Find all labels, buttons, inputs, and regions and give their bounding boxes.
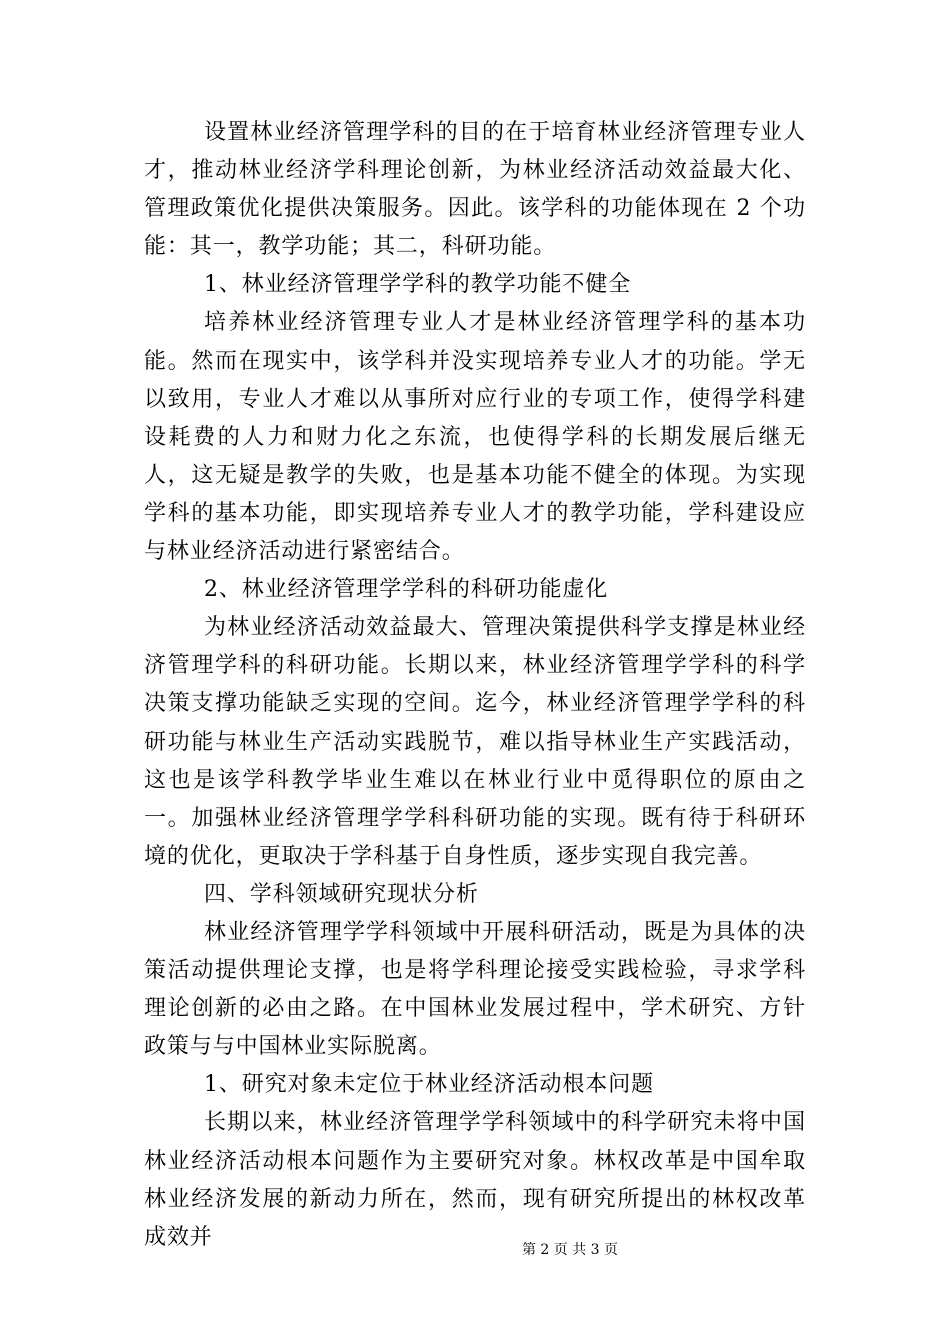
heading-research-function: 2、林业经济管理学学科的科研功能虚化: [204, 577, 609, 603]
paragraph-teaching-function: 培养林业经济管理专业人才是林业经济管理学科的基本功能。然而在现实中，该学科并没实现培养专业人才的功能。学无以致用，专业人才难以从事所对应行业的专项工作，使得学科建设耗费的人力和财力化之东流，也使得学科的长期发展后继无人，这无疑是教学的失败，也是基本功能不健全的体现。为实现学科的基本功能，即实现培养专业人才的教学功能，学科建设应与林业经济活动进行紧密结合。: [144, 310, 806, 565]
page-number: 第 2 页 共 3 页: [521, 1242, 619, 1258]
paragraph-section-four: 林业经济管理学学科领域中开展科研活动，既是为具体的决策活动提供理论支撑，也是将学科理论接受实践检验，寻求学科理论创新的必由之路。在中国林业发展过程中，学术研究、方针政策与与中国林业实际脱离。: [144, 919, 806, 1060]
heading-section-four: 四、学科领域研究现状分析: [204, 881, 479, 907]
document-body: [144, 114, 806, 1257]
heading-teaching-function: 1、林业经济管理学学科的教学功能不健全: [204, 272, 632, 298]
paragraph-research-function: 为林业经济活动效益最大、管理决策提供科学支撑是林业经济管理学科的科研功能。长期以来，林业经济管理学学科的科学决策支撑功能缺乏实现的空间。迄今，林业经济管理学学科的科研功能与林业生产活动实践脱节，难以指导林业生产实践活动，这也是该学科教学毕业生难以在林业行业中觅得职位的原由之一。加强林业经济管理学学科科研功能的实现。既有待于科研环境的优化，更取决于学科基于自身性质，逐步实现自我完善。: [144, 615, 806, 869]
paragraph-research-object: 长期以来，林业经济管理学学科领域中的科学研究未将中国林业经济活动根本问题作为主要研究对象。林权改革是中国牟取林业经济发展的新动力所在，然而，现有研究所提出的林权改革成效并: [144, 1110, 806, 1250]
page-footer: [0, 1241, 950, 1259]
heading-research-object: 1、研究对象未定位于林业经济活动根本问题: [204, 1072, 654, 1098]
paragraph-intro: 设置林业经济管理学科的目的在于培育林业经济管理专业人才，推动林业经济学科理论创新，为林业经济活动效益最大化、管理政策优化提供决策服务。因此。该学科的功能体现在 2 个功能：其一，教学功能；其二，科研功能。: [144, 120, 806, 260]
